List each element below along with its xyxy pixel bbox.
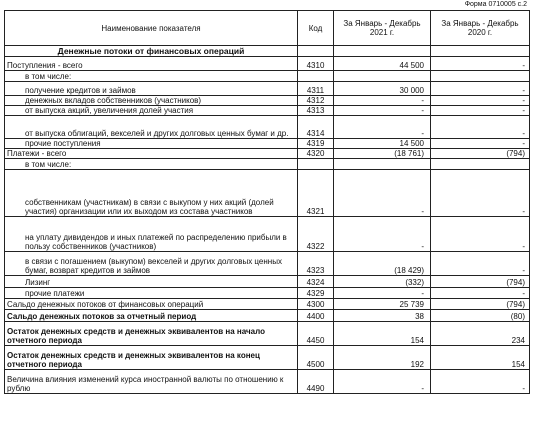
row-value-2020: - (431, 370, 530, 394)
row-code: 4314 (298, 116, 334, 139)
row-value-2020: - (431, 217, 530, 252)
row-value-2020: - (431, 288, 530, 299)
row-name: прочие платежи (5, 288, 298, 299)
row-code: 4313 (298, 106, 334, 116)
table-row (5, 96, 530, 106)
row-value-2020: (794) (431, 299, 530, 310)
table-row (5, 82, 530, 96)
table-row (5, 310, 530, 322)
table-row (5, 299, 530, 310)
section-title-row (5, 46, 530, 57)
table-row (5, 370, 530, 394)
row-code: 4300 (298, 299, 334, 310)
table-row (5, 170, 530, 217)
row-name: в связи с погашением (выкупом) векселей и других долговых ценных бумаг, возврат кредитов и займов (5, 252, 298, 276)
row-name: Лизинг (5, 276, 298, 288)
table-header-row (5, 11, 530, 46)
row-value-2021: 30 000 (334, 82, 431, 96)
row-code: 4450 (298, 322, 334, 346)
table-row (5, 159, 530, 170)
section-title: Денежные потоки от финансовых операций (5, 46, 298, 57)
row-value-2020: - (431, 252, 530, 276)
row-code: 4310 (298, 57, 334, 71)
row-name: Сальдо денежных потоков от финансовых операций (5, 299, 298, 310)
row-value-2020: - (431, 106, 530, 116)
row-value-2021: 25 739 (334, 299, 431, 310)
table-row (5, 288, 530, 299)
row-value-2020: 234 (431, 322, 530, 346)
row-value-2021: - (334, 170, 431, 217)
row-value-2020: - (431, 57, 530, 71)
row-name: Платежи - всего (5, 149, 298, 159)
row-value-2021: (18 429) (334, 252, 431, 276)
row-name: Остаток денежных средств и денежных эквивалентов на начало отчетного периода (5, 322, 298, 346)
row-value-2020 (431, 71, 530, 82)
header-period-2020: За Январь - Декабрь 2020 г. (431, 11, 530, 46)
row-value-2021: (332) (334, 276, 431, 288)
row-code: 4321 (298, 170, 334, 217)
table-row (5, 276, 530, 288)
table-row (5, 71, 530, 82)
row-name: Поступления - всего (5, 57, 298, 71)
table-row (5, 57, 530, 71)
row-code: 4329 (298, 288, 334, 299)
row-name: Величина влияния изменений курса иностранной валюты по отношению к рублю (5, 370, 298, 394)
row-name: в том числе: (5, 71, 298, 82)
row-name: денежных вкладов собственников (участников) (5, 96, 298, 106)
row-code: 4322 (298, 217, 334, 252)
row-value-2020 (431, 159, 530, 170)
row-code: 4320 (298, 149, 334, 159)
table-row (5, 217, 530, 252)
table-row (5, 346, 530, 370)
row-name: собственникам (участникам) в связи с выкупом у них акций (долей участия) организации или их выходом из состава участников (5, 170, 298, 217)
table-row (5, 322, 530, 346)
row-value-2021: - (334, 106, 431, 116)
row-value-2021: - (334, 217, 431, 252)
row-name: получение кредитов и займов (5, 82, 298, 96)
row-value-2021: 14 500 (334, 139, 431, 149)
table-body (5, 46, 530, 394)
row-code: 4311 (298, 82, 334, 96)
row-value-2020: - (431, 139, 530, 149)
row-value-2020: - (431, 82, 530, 96)
row-name: в том числе: (5, 159, 298, 170)
row-name: на уплату дивидендов и иных платежей по распределению прибыли в пользу собственников (участников) (5, 217, 298, 252)
row-code: 4323 (298, 252, 334, 276)
row-value-2020: 154 (431, 346, 530, 370)
row-value-2021: - (334, 96, 431, 106)
row-name: прочие поступления (5, 139, 298, 149)
row-code: 4324 (298, 276, 334, 288)
row-name: от выпуска облигаций, векселей и других долговых ценных бумаг и др. (5, 116, 298, 139)
row-code: 4319 (298, 139, 334, 149)
row-value-2020: (80) (431, 310, 530, 322)
row-value-2021: - (334, 370, 431, 394)
row-name: Сальдо денежных потоков за отчетный период (5, 310, 298, 322)
row-value-2021 (334, 71, 431, 82)
row-value-2021: 154 (334, 322, 431, 346)
row-value-2020: - (431, 96, 530, 106)
form-number-label: Форма 0710005 с.2 (464, 1, 527, 8)
row-value-2020: (794) (431, 276, 530, 288)
row-value-2020: (794) (431, 149, 530, 159)
row-value-2021: - (334, 116, 431, 139)
row-value-2020: - (431, 116, 530, 139)
row-code: 4312 (298, 96, 334, 106)
header-name: Наименование показателя (5, 11, 298, 46)
table-row (5, 116, 530, 139)
row-code (298, 159, 334, 170)
row-value-2020: - (431, 170, 530, 217)
row-value-2021: - (334, 288, 431, 299)
row-value-2021: 44 500 (334, 57, 431, 71)
row-name: Остаток денежных средств и денежных эквивалентов на конец отчетного периода (5, 346, 298, 370)
table-row (5, 149, 530, 159)
row-name: от выпуска акций, увеличения долей участия (5, 106, 298, 116)
header-code: Код (298, 11, 334, 46)
table-row (5, 139, 530, 149)
row-value-2021: 192 (334, 346, 431, 370)
row-value-2021: 38 (334, 310, 431, 322)
header-period-2021: За Январь - Декабрь 2021 г. (334, 11, 431, 46)
table-row (5, 106, 530, 116)
row-code (298, 71, 334, 82)
row-value-2021: (18 761) (334, 149, 431, 159)
row-code: 4490 (298, 370, 334, 394)
row-value-2021 (334, 159, 431, 170)
row-code: 4400 (298, 310, 334, 322)
row-code: 4500 (298, 346, 334, 370)
cash-flow-table (4, 10, 530, 394)
table-row (5, 252, 530, 276)
